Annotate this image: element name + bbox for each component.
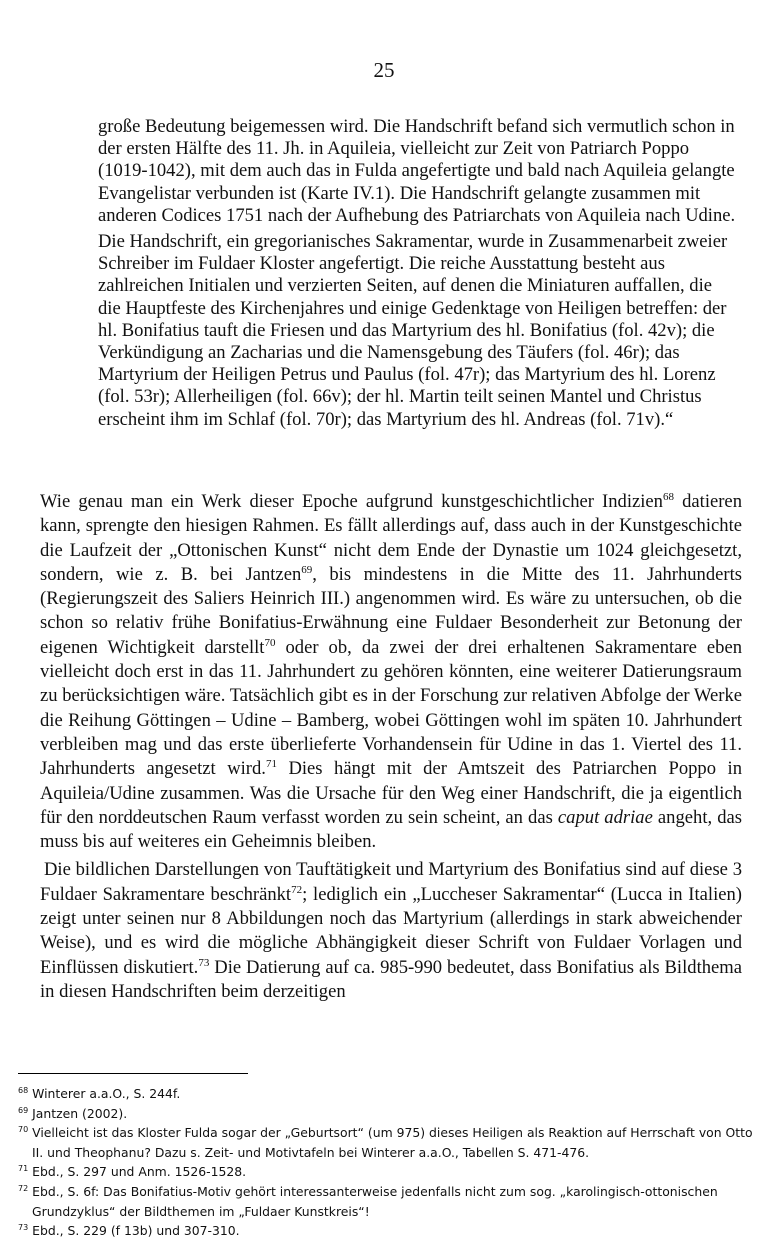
footnote-ref[interactable]: 70 [264,636,276,649]
footnote-number: 68 [18,1085,29,1095]
footnote-number: 69 [18,1105,29,1115]
body-paragraph-2 [40,858,742,1004]
text-run: Dies hängt mit der Amtszeit des Patriarchen Poppo in Aquileia/Udine zusammen. Was die Ursache für den Weg einer Handschrift, die ja eigentlich für den norddeutschen Raum verfasst worden zu sein scheint, an das [40,758,742,828]
footnote-item [18,1162,758,1182]
block-quote [98,116,738,435]
text-run: ; lediglich ein „Luccheser Sakramentar“ (Lucca in Italien) zeigt unter seinen nur 8 Abbildungen noch das Martyrium (allerdings in stark abweichender Weise), und es wird die mögliche Abhängigkeit dieser Schrift von Fuldaer Vorlagen und Einflüssen diskutiert. [40,883,742,978]
footnote-ref[interactable]: 72 [291,883,303,896]
footnote-ref[interactable]: 71 [265,758,277,771]
footnote-text: Ebd., S. 229 (f 13b) und 307-310. [32,1223,240,1239]
footnote-text: Jantzen (2002). [32,1105,128,1121]
footnote-text: Ebd., S. 297 und Anm. 1526-1528. [32,1164,247,1180]
footnote-text: Vielleicht ist das Kloster Fulda sogar der „Geburtsort“ (um 975) dieses Heiligen als Reaktion auf Herrschaft von Otto II. und Theophanu? Dazu s. Zeit- und Motivtafeln bei Winterer a.a.O., Tabellen S. 471-476. [32,1125,753,1160]
footnote-separator [18,1073,248,1074]
page-number: 25 [373,58,395,82]
footnote-item [18,1104,758,1124]
text-run: angeht, das muss bis auf weiteres ein Geheimnis bleiben. [40,806,743,853]
body-paragraph-1 [40,490,742,854]
text-run: oder ob, da zwei der drei erhaltenen Sakramentare eben vielleicht doch erst in das 11. Jahrhundert zu gehören könnten, eine weiterer Datierungsraum zu berücksichtigen wäre. Tatsächlich gibt es in der Forschung zur relativen Abfolge der Werke die Reihung Göttingen – Udine – Bamberg, wobei Göttingen wohl im späten 10. Jahrhundert verbleiben mag und das erste überlieferte Vorhandensein für Udine in das 1. Viertel des 11. Jahrhunderts angesetzt wird. [40,636,743,780]
footnote-ref[interactable]: 68 [662,490,674,503]
footnote-number: 73 [18,1223,29,1233]
text-run: Die Datierung auf ca. 985-990 bedeutet, dass Bonifatius als Bildthema in diesen Handschriften beim derzeitigen [40,956,742,1002]
quote-paragraph-1: große Bedeutung beigemessen wird. Die Handschrift befand sich vermutlich schon in der ersten Hälfte des 11. Jh. in Aquileia, vielleicht zur Zeit von Patriarch Poppo (1019-1042), mit dem auch das in Fulda angefertigte und bald nach Aquileia gelangte Evangelistar verbunden ist (Karte IV.1). Die Handschrift gelangte zusammen mit anderen Codices 1751 nach der Aufhebung des Patriarchats von Aquileia nach Udine. [98,116,736,226]
footnote-item [18,1182,758,1221]
footnote-number: 71 [18,1164,29,1174]
quote-paragraph-2: Die Handschrift, ein gregorianisches Sakramentar, wurde in Zusammenarbeit zweier Schreiber im Fuldaer Kloster angefertigt. Die reiche Ausstattung besteht aus zahlreichen Initialen und verzierten Seiten, auf denen die Miniaturen auffallen, die die Hauptfeste des Kirchenjahres und einige Gedenktage von Heiligen betreffen: der hl. Bonifatius tauft die Friesen und das Martyrium des hl. Bonifatius (fol. 42v); die Verkündigung an Zacharias und die Namensgebung des Täufers (fol. 46r); das Martyrium der Heiligen Petrus und Paulus (fol. 47r); das Martyrium des hl. Lorenz (fol. 53r); Allerheiligen (fol. 66v); der hl. Martin teilt seinen Mantel und Christus erscheint ihm im Schlaf (fol. 70r); das Martyrium des hl. Andreas (fol. 71v).“ [98,231,728,430]
footnotes [18,1084,758,1241]
footnote-item [18,1221,758,1241]
main-text [40,490,742,1008]
text-run: , bis mindestens in die Mitte des 11. Jahrhunderts (Regierungszeit des Saliers Heinrich III.) angenommen wird. Es wäre zu untersuchen, ob die schon so relativ frühe Bonifatius-Erwähnung eine Fuldaer Besonderheit zur Betonung der eigenen Wichtigkeit darstellt [40,563,742,658]
footnote-ref[interactable]: 69 [301,563,313,576]
footnote-item [18,1123,758,1162]
text-run: datieren kann, sprengte den hiesigen Rahmen. Es fällt allerdings auf, dass auch in der Kunstgeschichte die Laufzeit der „Ottonischen Kunst“ nicht dem Ende der Dynastie um 1024 gleichgesetzt, sondern, wie z. B. bei Jantzen [40,491,742,585]
footnote-item [18,1084,758,1104]
footnote-number: 72 [18,1183,29,1193]
footnote-number: 70 [18,1125,29,1135]
text-run: Wie genau man ein Werk dieser Epoche aufgrund kunstgeschichtlicher Indizien [40,491,663,512]
footnote-ref[interactable]: 73 [198,956,210,969]
italic-term: caput adriae [557,806,653,828]
text-run: Die bildlichen Darstellungen von Tauftätigkeit und Martyrium des Bonifatius sind auf diese 3 Fuldaer Sakramentare beschränkt [40,859,742,905]
footnote-text: Ebd., S. 6f: Das Bonifatius-Motiv gehört interessanterweise jedenfalls nicht zum sog. „karolingisch-ottonischen Grundzyklus“ der Bildthemen im „Fuldaer Kunstkreis“! [32,1183,718,1219]
footnote-text: Winterer a.a.O., S. 244f. [32,1086,181,1101]
